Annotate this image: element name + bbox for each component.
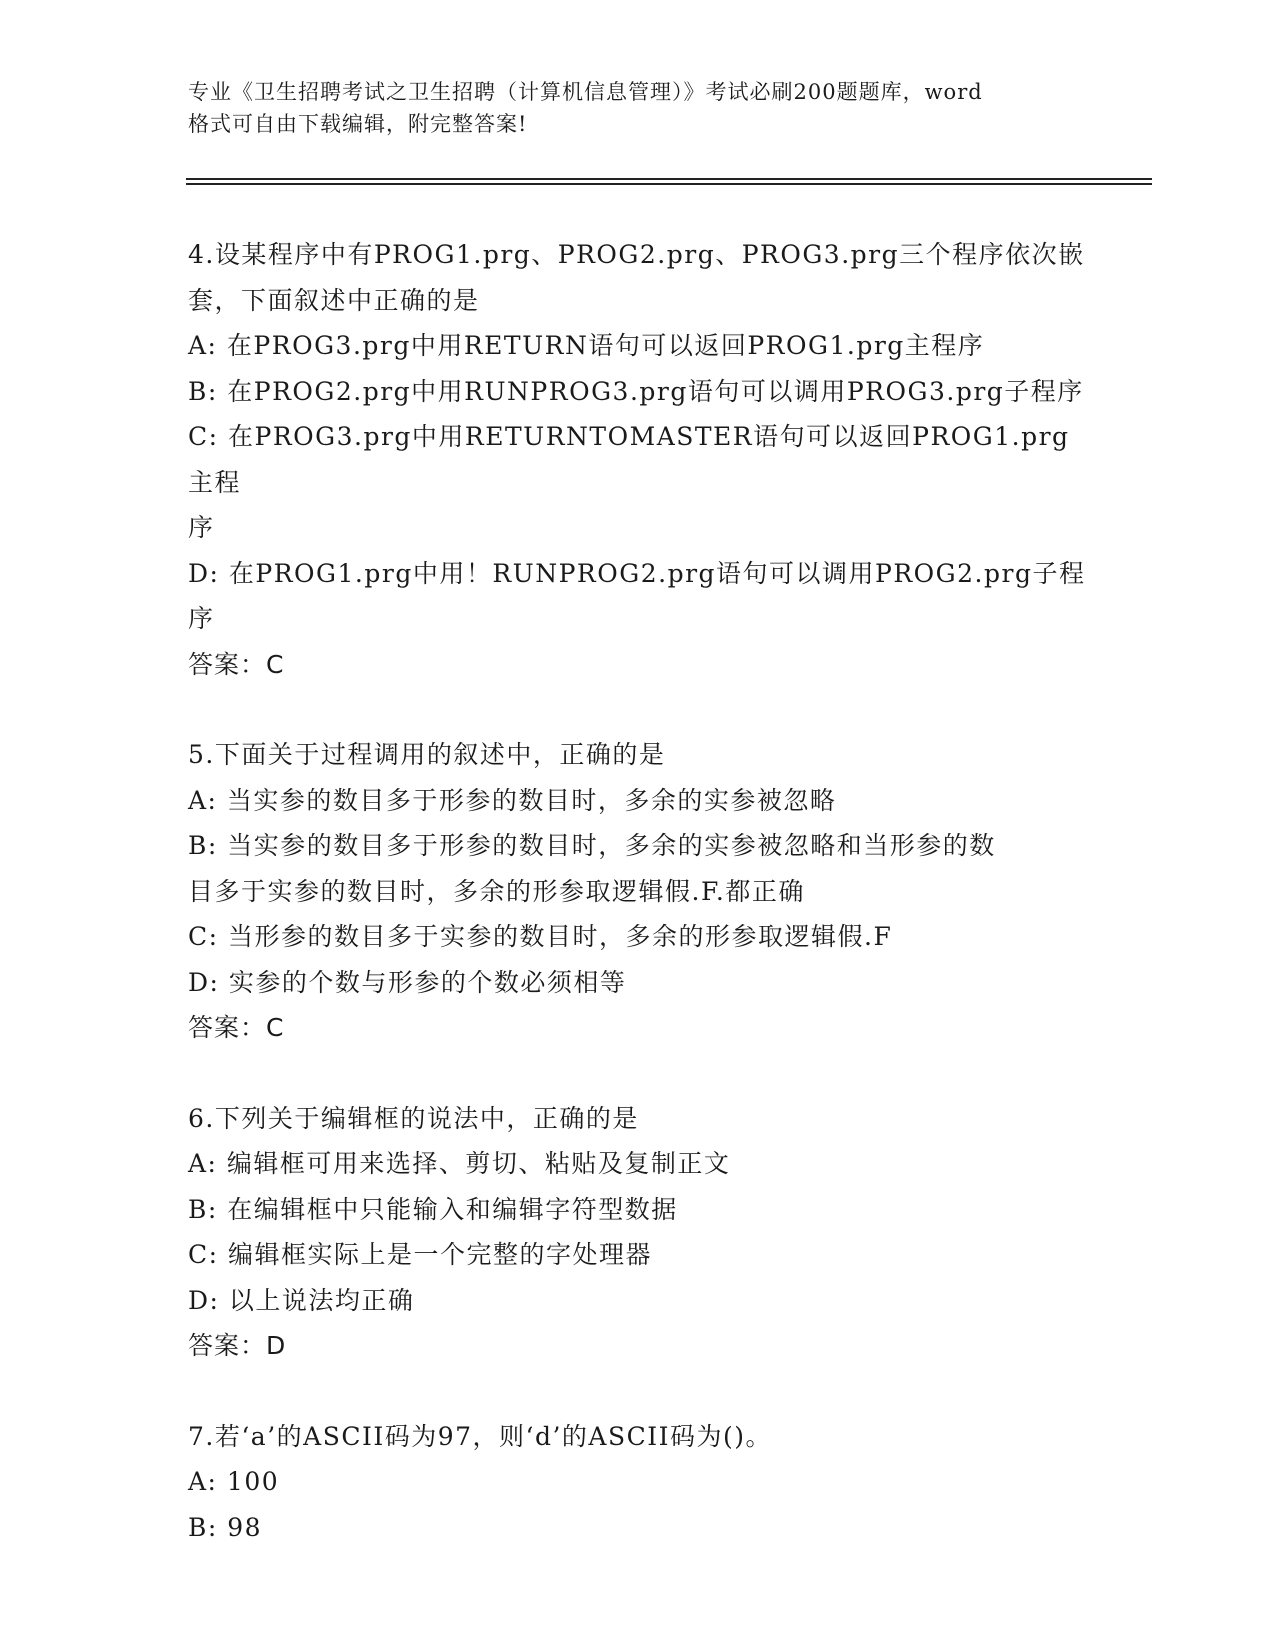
answer-option: B: 当实参的数目多于形参的数目时，多余的实参被忽略和当形参的数 (188, 831, 996, 860)
answer-option: C: 当形参的数目多于实参的数目时，多余的形参取逻辑假.F (188, 922, 893, 951)
answer-key: 答案：C (188, 1013, 285, 1042)
answer-option: B: 在PROG2.prg中用RUNPROG3.prg语句可以调用PROG3.prg子程序 (188, 376, 1084, 406)
answer-option: 序 (188, 513, 215, 542)
question-list (188, 232, 1088, 1595)
question-block (188, 232, 1088, 687)
answer-option: D: 实参的个数与形参的个数必须相等 (188, 967, 627, 997)
question-stem: 7.若‘a’的ASCII码为97，则‘d’的ASCII码为()。 (188, 1421, 772, 1451)
answer-option: D: 以上说法均正确 (188, 1285, 415, 1315)
answer-option: C: 编辑框实际上是一个完整的字处理器 (188, 1240, 652, 1269)
answer-option: D: 在PROG1.prg中用！RUNPROG2.prg语句可以调用PROG2.prg子程序 (188, 558, 1086, 633)
header-divider-top (186, 178, 1152, 180)
question-stem: 6.下列关于编辑框的说法中，正确的是 (188, 1103, 639, 1133)
answer-option: A: 100 (188, 1467, 280, 1496)
answer-option: C: 在PROG3.prg中用RETURNTOMASTER语句可以返回PROG1.prg主程 (188, 422, 1070, 497)
document-header (188, 76, 1088, 140)
header-divider-bottom (186, 183, 1152, 185)
answer-option: 目多于实参的数目时，多余的形参取逻辑假.F.都正确 (188, 876, 805, 906)
answer-option: B: 在编辑框中只能输入和编辑字符型数据 (188, 1194, 678, 1224)
answer-option: A: 编辑框可用来选择、剪切、粘贴及复制正文 (188, 1149, 731, 1178)
question-block (188, 1096, 1088, 1369)
question-stem: 套，下面叙述中正确的是 (188, 285, 480, 315)
header-line-1: 专业《卫生招聘考试之卫生招聘（计算机信息管理）》考试必刷200题题库，word (188, 80, 983, 104)
answer-key: 答案：D (188, 1331, 287, 1360)
answer-option: B: 98 (188, 1512, 263, 1542)
question-block (188, 732, 1088, 1051)
answer-option: A: 在PROG3.prg中用RETURN语句可以返回PROG1.prg主程序 (188, 331, 985, 360)
question-stem: 4.设某程序中有PROG1.prg、PROG2.prg、PROG3.prg三个程序依次嵌 (188, 240, 1085, 269)
question-block (188, 1414, 1088, 1551)
question-stem: 5.下面关于过程调用的叙述中，正确的是 (188, 740, 666, 769)
header-line-2: 格式可自由下载编辑，附完整答案! (188, 112, 528, 136)
answer-option: A: 当实参的数目多于形参的数目时，多余的实参被忽略 (188, 785, 837, 815)
answer-key: 答案：C (188, 649, 285, 679)
